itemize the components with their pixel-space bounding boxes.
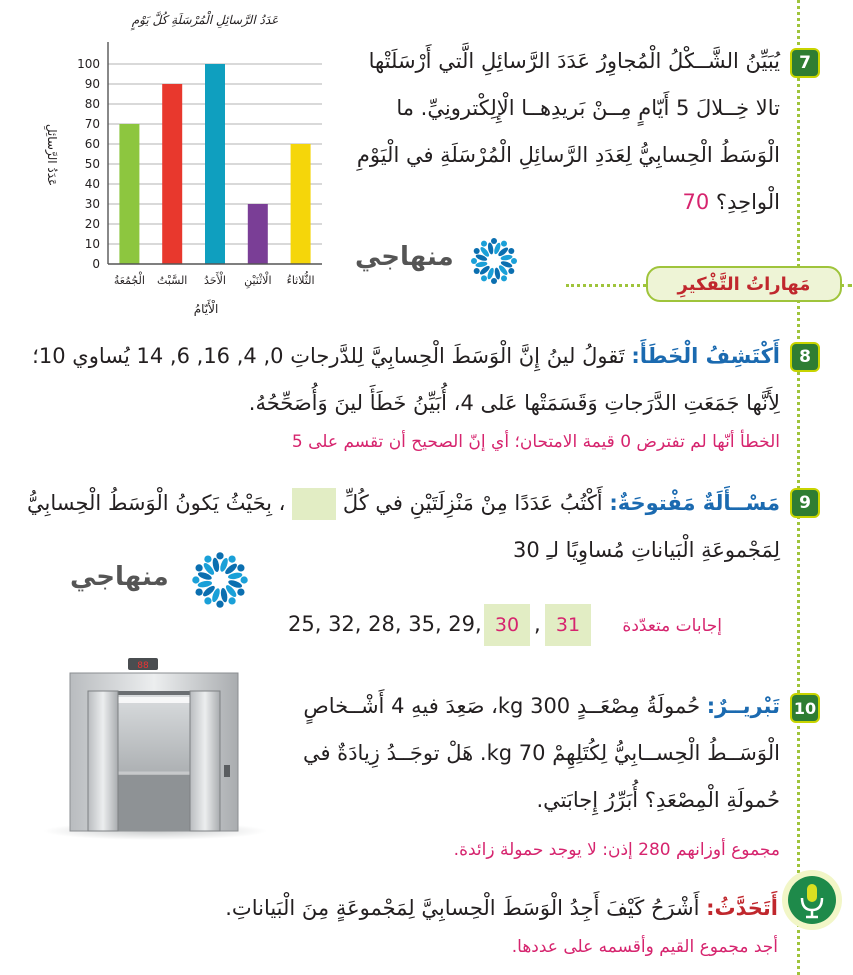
- question-10-text: حُمولَةُ مِصْعَــدٍ 300 kg، صَعِدَ فيهِ 4 أَشْــخاصٍ الْوَسَــطُ الْحِســابِيُّ لِكُتَلِهِمْ 70 kg. هَلْ توجَــدُ زِيادَةٌ في حُمولَةِ الْمِصْعَدِ؟ أُبَرِّرُ إِجابَتي.: [302, 694, 780, 812]
- logo-figure-head: [501, 241, 507, 247]
- logo-figure-head: [216, 552, 223, 559]
- question-7-answer: 70: [682, 190, 710, 214]
- chart-y-tick-label: 50: [84, 157, 100, 171]
- thinking-skills-label: [646, 266, 842, 302]
- chart-y-tick-label: 90: [84, 77, 100, 91]
- question-8-answer: الخطأ أنّها لم تفترض 0 قيمة الامتحان؛ أي إنّ الصحيح أن تقسم على 5: [291, 432, 780, 452]
- question-9-comma: ,: [534, 612, 541, 636]
- chart-y-tick-label: 10: [84, 237, 100, 251]
- talk-answer: أجد مجموع القيم وأقسمه على عددها.: [511, 937, 778, 957]
- question-10-number: 10: [793, 698, 817, 718]
- skills-connector-line: [566, 284, 646, 287]
- logo-figure-head: [481, 241, 487, 247]
- question-9-label: مَسْــأَلَةٌ مَفْتوحَةٌ:: [609, 491, 780, 515]
- chart-bar: [248, 204, 268, 264]
- question-9-answer-note: إجابات متعدّدة: [622, 616, 722, 636]
- question-7-block: [340, 38, 780, 238]
- thinking-skills-text: مَهاراتُ التَّفْكيرِ: [677, 273, 811, 295]
- question-9-number: 9: [799, 493, 811, 513]
- question-10-label: تَبْريــرٌ:: [706, 694, 780, 718]
- manhaji-logo-2-text: منهاجي: [70, 562, 169, 592]
- logo-figure-head: [192, 576, 199, 583]
- chart-x-axis-label: الْأَيّامُ: [193, 302, 219, 316]
- question-9-badge: [790, 488, 820, 518]
- elevator-illustration: [40, 655, 270, 840]
- logo-figure-head: [491, 238, 497, 244]
- question-9-text-before: أَكْتُبُ عَدَدًا مِنْ مَنْزِلَتَيْنِ في كُلِّ: [342, 491, 603, 515]
- question-8-badge: [790, 342, 820, 372]
- chart-y-tick-label: 80: [84, 97, 100, 111]
- question-9-answer-box-1: 30: [484, 604, 530, 646]
- question-8-label: أَكْتَشِفُ الْخَطَأَ:: [631, 344, 780, 368]
- chart-y-tick-label: 60: [84, 137, 100, 151]
- logo-figure-head: [501, 275, 507, 281]
- question-10-badge: [790, 693, 820, 723]
- manhaji-logo-2-icon: [185, 545, 255, 615]
- logo-figure-head: [474, 268, 480, 274]
- elevator-floor-display: 88: [137, 661, 149, 671]
- question-7-badge: [790, 48, 820, 78]
- microphone-icon: [782, 870, 842, 930]
- manhaji-logo-2: [70, 540, 270, 620]
- logo-figure-head: [228, 555, 235, 562]
- question-10-block: [280, 683, 780, 828]
- chart-y-axis-label: عَدَدُ الرَّسائِلِ: [45, 123, 59, 187]
- chart-category-label: الْاثْنَيْنِ: [244, 274, 272, 287]
- logo-figure-head: [216, 601, 223, 608]
- chart-y-tick-label: 0: [92, 257, 100, 271]
- logo-figure-head: [471, 258, 477, 264]
- logo-figure-head: [237, 588, 244, 595]
- logo-figure-head: [241, 576, 248, 583]
- question-9-data-values: 25, 32, 28, 35, 29,: [288, 612, 482, 636]
- chart-bar: [205, 64, 225, 264]
- question-7-text: يُبَيِّنُ الشَّــكْلُ الْمُجاوِرُ عَدَدَ الرَّسائِلِ الَّتي أَرْسَلَتْها تالا خِــلالَ 5 أَيّامٍ مِــنْ بَريدِهــا الْإِلِكْترونِيِّ. ما الْوَسَطُ الْحِسابِيُّ لِعَدَدِ الرَّسائِلِ الْمُرْسَلَةِ في الْيَوْمِ الْواحِدِ؟: [356, 49, 780, 214]
- logo-figure-head: [204, 597, 211, 604]
- question-9-data-row: [286, 604, 726, 646]
- question-9-text-after: ، بِحَيْثُ يَكونُ الْوَسَطُ الْحِسابِيُّ لِمَجْموعَةِ الْبَياناتِ مُساوِيًا لـِ 30: [27, 491, 780, 562]
- chart-category-label: الثُّلاثاءُ: [286, 274, 315, 287]
- chart-y-tick-label: 70: [84, 117, 100, 131]
- chart-y-tick-label: 100: [77, 57, 100, 71]
- logo-figure-head: [474, 248, 480, 254]
- question-8-block: [20, 333, 780, 429]
- question-8-number: 8: [799, 347, 811, 367]
- logo-figure-head: [511, 258, 517, 264]
- messages-bar-chart: [0, 0, 340, 330]
- question-9-answer-box-2: 31: [545, 604, 591, 646]
- logo-figure-head: [237, 564, 244, 571]
- logo-figure-head: [195, 588, 202, 595]
- logo-figure-head: [228, 597, 235, 604]
- chart-y-tick-label: 20: [84, 217, 100, 231]
- talk-block: [120, 885, 778, 932]
- manhaji-logo-icon: [465, 232, 523, 290]
- logo-figure-head: [204, 555, 211, 562]
- manhaji-logo-text: منهاجي: [355, 242, 454, 272]
- talk-text: أَشْرَحُ كَيْفَ أَجِدُ الْوَسَطَ الْحِسابِيَّ لِمَجْموعَةٍ مِنَ الْبَياناتِ.: [225, 896, 700, 920]
- logo-figure-head: [481, 275, 487, 281]
- chart-title: عَدَدُ الرَّسائِلِ الْمُرْسَلَةِ كُلَّ يَوْمٍ: [131, 13, 279, 27]
- chart-category-label: الْجُمُعَةُ: [113, 274, 145, 287]
- empty-box-sample: [292, 488, 336, 520]
- logo-figure-head: [508, 248, 514, 254]
- chart-bar: [119, 124, 139, 264]
- chart-y-tick-label: 40: [84, 177, 100, 191]
- question-7-number: 7: [799, 53, 811, 73]
- manhaji-logo: [355, 230, 545, 290]
- talk-label: أَتَحَدَّثُ:: [706, 896, 778, 920]
- logo-figure-head: [195, 564, 202, 571]
- chart-bar: [162, 84, 182, 264]
- logo-figure-head: [508, 268, 514, 274]
- chart-y-tick-label: 30: [84, 197, 100, 211]
- chart-category-label: السَّبْتُ: [157, 274, 188, 287]
- question-10-answer: مجموع أوزانهم 280 إذن: لا يوجد حمولة زائدة.: [453, 840, 780, 860]
- chart-category-label: الْأَحَدُ: [204, 274, 226, 287]
- logo-figure-head: [491, 278, 497, 284]
- question-8-text: تَقولُ لينُ إِنَّ الْوَسَطَ الْحِسابِيَّ لِلدَّرجاتِ 0, 4, 16, 6, 14 يُساوي 10؛ لِأَنَّها جَمَعَتِ الدَّرَجاتِ وَقَسَمَتْها عَلى 4، أُبَيِّنُ خَطَأَ لينَ وَأُصَحِّحُهُ.: [32, 344, 780, 415]
- chart-bar: [291, 144, 311, 264]
